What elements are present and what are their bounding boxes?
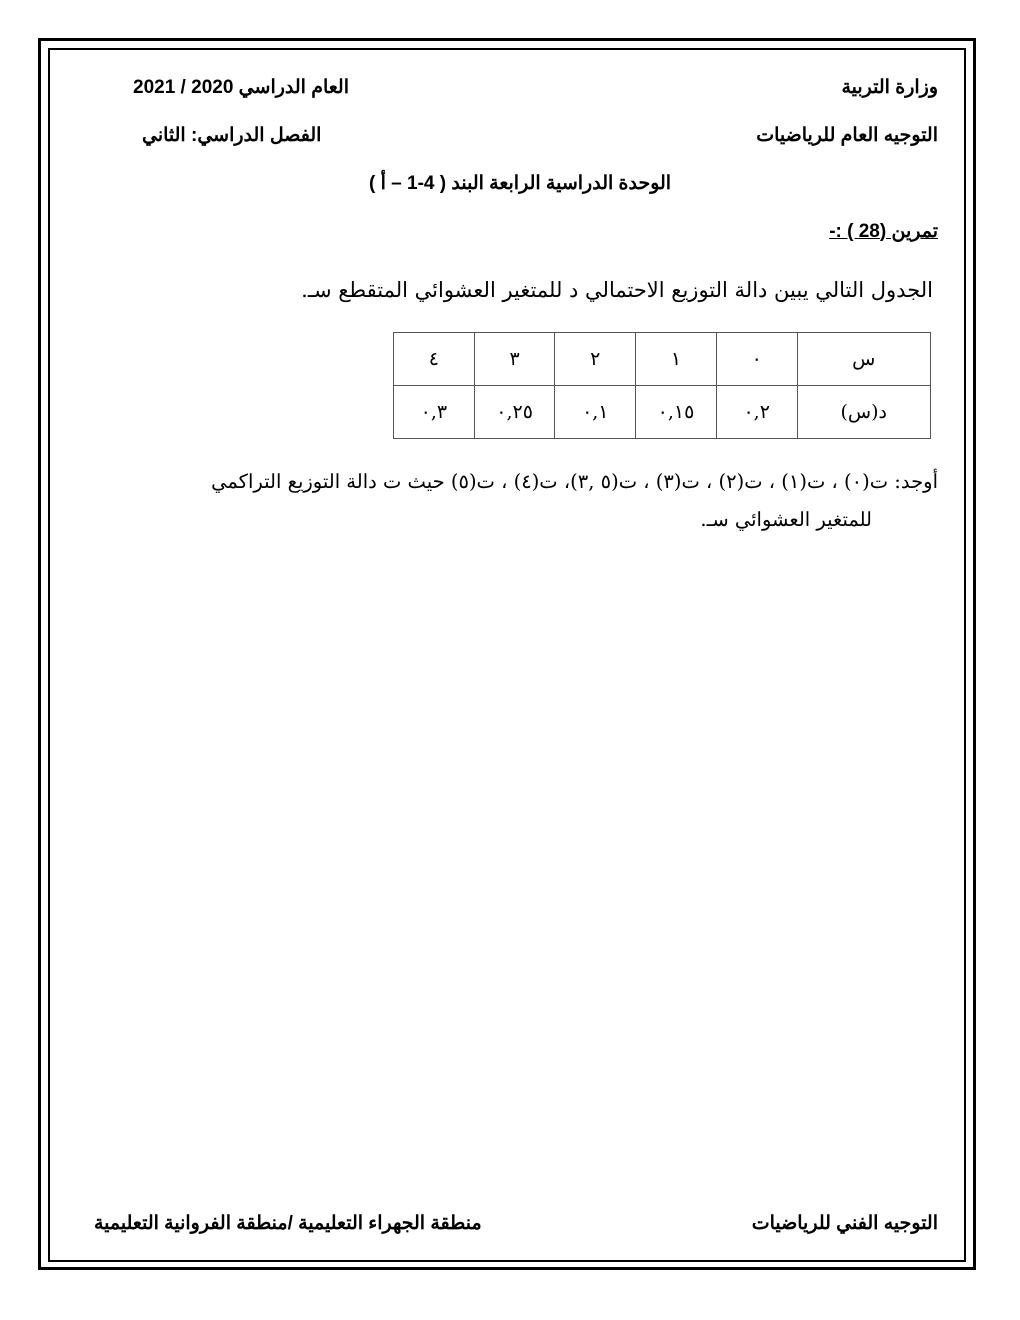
general-guidance-label: التوجيه العام للرياضيات [756,125,938,146]
table-cell: ٠,٢ [716,386,797,439]
semester-label: الفصل الدراسي: الثاني [142,125,322,146]
question-line-1: أوجد: ت(٠) ، ت(١) ، ت(٢) ، ت(٣) ، ت(٥ ,٣)، ت(٤) ، ت(٥) حيث ت دالة التوزيع التراكمي [211,470,938,493]
table-cell: ٣ [474,333,555,386]
exercise-title: تمرين (28 ) :- [829,221,938,242]
ministry-label: وزارة التربية [841,77,938,98]
footer-regions: منطقة الجهراء التعليمية /منطقة الفروانية التعليمية [94,1213,482,1234]
table-cell: ٠,٢٥ [474,386,555,439]
academic-year: العام الدراسي 2020 / 2021 [133,77,350,98]
table-cell: ١ [636,333,717,386]
probability-table [393,332,931,439]
table-cell: ٠,٣ [394,386,475,439]
footer-guidance: التوجيه الفني للرياضيات [751,1213,938,1234]
table-header-x: س [797,333,930,386]
table-cell: ٤ [394,333,475,386]
table-cell: ٠ [716,333,797,386]
table-cell: ٠,١ [555,386,636,439]
question-line-2: للمتغير العشوائي سـ. [700,508,872,531]
table-cell: ٢ [555,333,636,386]
table-row-p [394,386,931,439]
exercise-intro: الجدول التالي يبين دالة التوزيع الاحتمالي د للمتغير العشوائي المتقطع سـ. [301,278,933,302]
table-row-x [394,333,931,386]
table-header-p: د(س) [797,386,930,439]
unit-title: الوحدة الدراسية الرابعة البند ( 4-1 – أ ) [369,173,672,194]
table-cell: ٠,١٥ [636,386,717,439]
